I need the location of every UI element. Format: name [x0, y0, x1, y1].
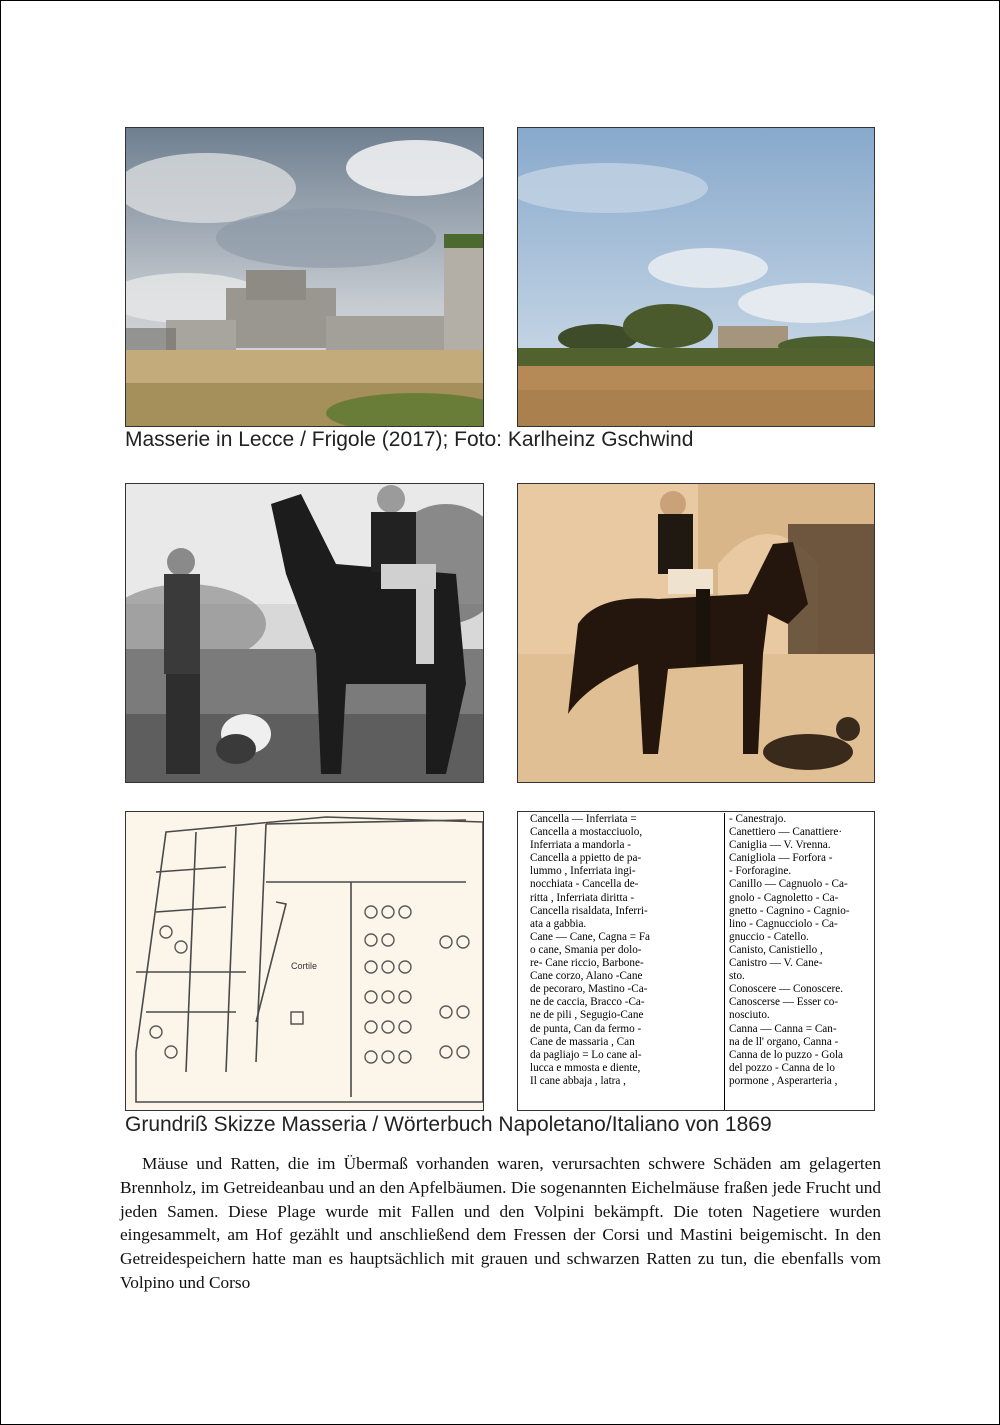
dictionary-line: - Canestrajo. — [729, 813, 787, 825]
dictionary-line: nocchiata - Cancella de- — [530, 878, 639, 891]
dictionary-line: Canoscerse — Esser co- — [729, 996, 839, 1009]
dictionary-line: gnetto - Cagnino - Cagnio- — [729, 904, 850, 917]
dictionary-line: da pagliajo = Lo cane al- — [530, 1048, 642, 1061]
dictionary-excerpt — [517, 811, 875, 1111]
dictionary-column-1 — [530, 813, 720, 1088]
dictionary-line: ata a gabbia. — [530, 917, 587, 930]
dictionary-line: Cancella risaldata, Inferri- — [530, 904, 648, 917]
dictionary-line: re- Cane riccio, Barbone- — [530, 957, 644, 970]
dictionary-line: Canna de lo puzzo - Gola — [729, 1048, 844, 1061]
body-paragraph: Mäuse und Ratten, die im Übermaß vorhanden waren, verursachten schwere Schäden am gelagerten Brennholz, im Getreideanbau und an den Apfelbäumen. Die sogenannten Eichelmäuse fraßen jede Frucht und jeden Samen. Diese Plage wurde mit Fallen und den Volpini bekämpft. Die toten Nagetiere wurden eingesammelt, am Hof gezählt und anschließend dem Fressen der Corsi und Mastini beigemischt. In den Getreidespeichern hatte man es hauptsächlich mit grauen und schwarzen Ratten zu tun, die ebenfalls vom Volpino und Corso — [120, 1154, 881, 1292]
dictionary-line: sto. — [729, 970, 745, 983]
dictionary-line: del pozzo - Canna de lo — [729, 1061, 835, 1074]
dictionary-line: Cane — Cane, Cagna = Fa — [530, 930, 651, 943]
dictionary-line: Canettiero — Canattiere· — [729, 826, 843, 839]
dictionary-line: Canillo — Cagnuolo - Ca- — [729, 878, 848, 891]
dictionary-line: de pecoraro, Mastino -Ca- — [530, 983, 648, 996]
rider-sepia-photo — [517, 483, 875, 783]
masseria-field-photo — [517, 127, 875, 427]
dictionary-line: lucca e mmosta e diente, — [530, 1061, 641, 1074]
dictionary-line: ne de pili , Segugio-Cane — [530, 1009, 644, 1022]
dictionary-line: Canigliola — Forfora - — [729, 852, 833, 865]
masseria-tower-photo — [125, 127, 484, 427]
dictionary-line: o cane, Smania per dolo- — [530, 943, 642, 956]
dictionary-line: Canna — Canna = Can- — [729, 1022, 837, 1035]
dictionary-line: Cancella a ppietto de pa- — [530, 852, 642, 865]
dictionary-line: na de ll' organo, Canna - — [729, 1035, 839, 1048]
dictionary-line: Cane corzo, Alano -Cane — [530, 970, 643, 983]
dictionary-line: lummo , Inferriata ingi- — [530, 865, 636, 878]
dictionary-line: Cane de massaria , Can — [530, 1035, 635, 1048]
floor-plan-label: Cortile — [291, 961, 318, 971]
dictionary-line: Inferriata a mandorla - — [530, 839, 631, 852]
dictionary-column-2 — [724, 813, 875, 1111]
dictionary-line: ne de caccia, Bracco -Ca- — [530, 996, 645, 1009]
dictionary-line: Il cane abbaja , latra , — [530, 1074, 626, 1087]
dictionary-line: Canistro — V. Cane- — [729, 957, 823, 970]
dictionary-line: Cancella — Inferriata = — [530, 813, 637, 825]
dictionary-line: pormone , Asperarteria , — [729, 1074, 838, 1087]
dictionary-line: Canisto, Canistiello , — [729, 943, 823, 956]
body-paragraph-block — [120, 1152, 881, 1295]
floor-plan-sketch — [125, 811, 484, 1111]
dictionary-line: nosciuto. — [729, 1009, 770, 1022]
man-with-horse-photo — [125, 483, 484, 783]
dictionary-line: Cancella a mostacciuolo, — [530, 826, 643, 839]
dictionary-line: - Forforagine. — [729, 865, 792, 878]
caption-row3: Grundriß Skizze Masseria / Wörterbuch Napoletano/Italiano von 1869 — [125, 1113, 772, 1136]
dictionary-line: Caniglia — V. Vrenna. — [729, 839, 831, 852]
dictionary-line: ritta , Inferriata diritta - — [530, 891, 635, 904]
dictionary-line: gnolo - Cagnoletto - Ca- — [729, 891, 839, 904]
caption-row1: Masserie in Lecce / Frigole (2017); Foto: Karlheinz Gschwind — [125, 428, 694, 451]
dictionary-line: lino - Cagnucciolo - Ca- — [729, 917, 838, 930]
dictionary-line: de punta, Can da fermo - — [530, 1022, 642, 1035]
dictionary-line: gnuccio - Catello. — [729, 930, 809, 943]
dictionary-line: Conoscere — Conoscere. — [729, 983, 844, 996]
